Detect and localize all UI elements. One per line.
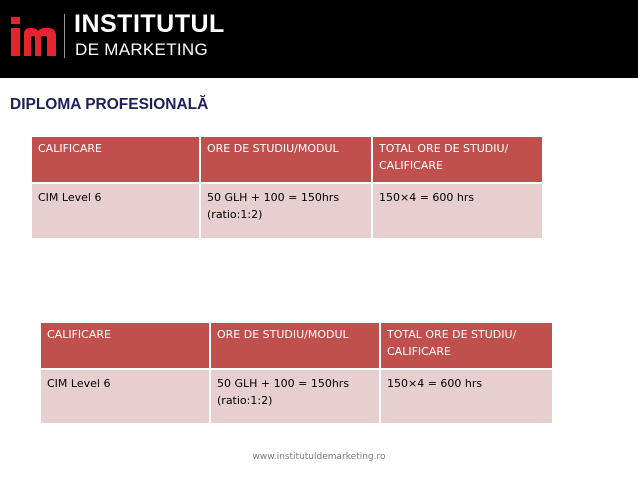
cell-total-ore: 150×4 = 600 hrs xyxy=(372,183,542,238)
logo-divider xyxy=(64,14,65,58)
header-total-ore: TOTAL ORE DE STUDIU/ CALIFICARE xyxy=(372,137,542,183)
header-bar xyxy=(0,0,638,78)
table-header-row xyxy=(41,323,552,369)
diploma-table-1 xyxy=(32,137,542,238)
cell-calificare: CIM Level 6 xyxy=(32,183,200,238)
cell-ore-studiu-modul: 50 GLH + 100 = 150hrs (ratio:1:2) xyxy=(210,369,380,423)
header-total-ore: TOTAL ORE DE STUDIU/ CALIFICARE xyxy=(380,323,552,369)
cell-ore-studiu-modul: 50 GLH + 100 = 150hrs (ratio:1:2) xyxy=(200,183,372,238)
logo-text-institutul: INSTITUTUL xyxy=(74,10,225,38)
cell-total-ore: 150×4 = 600 hrs xyxy=(380,369,552,423)
header-calificare: CALIFICARE xyxy=(32,137,200,183)
logo-text-de-marketing: DE MARKETING xyxy=(75,40,209,59)
cell-calificare: CIM Level 6 xyxy=(41,369,210,423)
table-header-row xyxy=(32,137,542,183)
table-row xyxy=(32,183,542,238)
footer-website-link[interactable]: www.institutuldemarketing.ro xyxy=(252,452,386,462)
institute-logo-mark xyxy=(10,14,58,58)
header-ore-studiu-modul: ORE DE STUDIU/MODUL xyxy=(210,323,380,369)
diploma-table-2 xyxy=(41,323,552,423)
header-ore-studiu-modul: ORE DE STUDIU/MODUL xyxy=(200,137,372,183)
table-row xyxy=(41,369,552,423)
page-title: DIPLOMA PROFESIONALĂ xyxy=(10,96,209,113)
header-calificare: CALIFICARE xyxy=(41,323,210,369)
